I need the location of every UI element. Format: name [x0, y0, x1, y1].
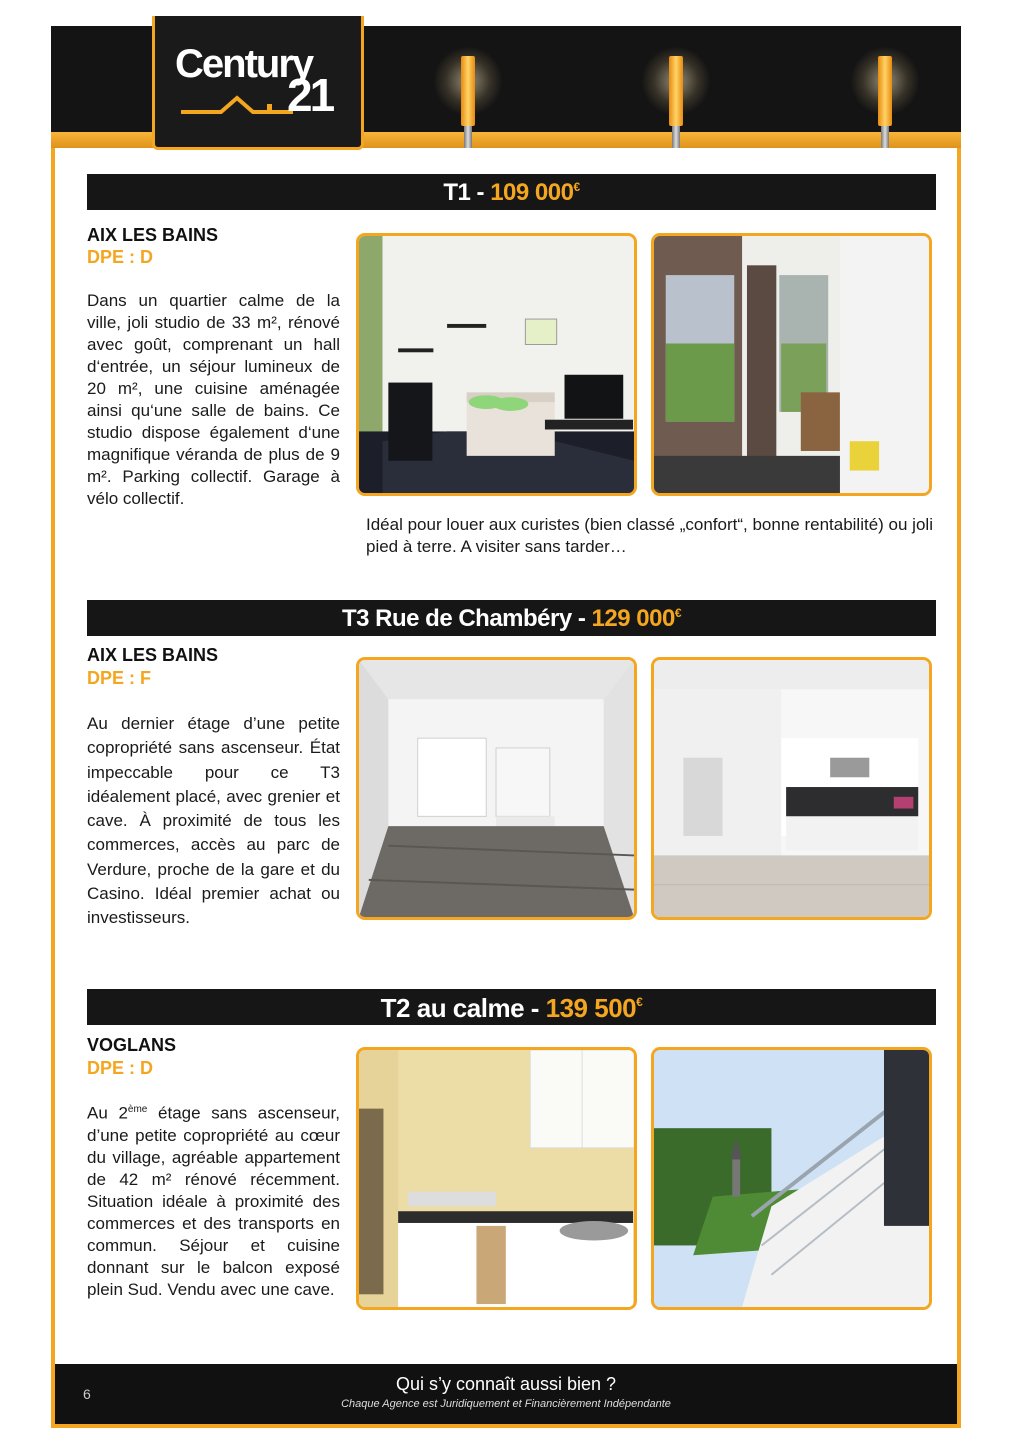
- listing-3-title-bar: T2 au calme - 139 500€: [87, 989, 936, 1025]
- footer-disclaimer: Chaque Agence est Juridiquement et Financièrement Indépendante: [341, 1398, 671, 1410]
- listing-3-dpe: DPE : D: [87, 1058, 154, 1078]
- listing-1-price: 109 000€: [490, 179, 580, 206]
- listing-1-city: AIX LES BAINS: [87, 225, 219, 245]
- listing-3-photo-kitchen: [356, 1047, 637, 1310]
- logo-number: 21: [287, 69, 333, 121]
- lamp-decoration: [461, 56, 475, 148]
- listing-2-price: 129 000€: [591, 605, 681, 632]
- listing-1-note: Idéal pour louer aux curistes (bien classé „confort“, bonne rentabilité) ou joli pied à terre. A visiter sans tarder…: [366, 515, 933, 556]
- listing-2-title-bar: T3 Rue de Chambéry - 129 000€: [87, 600, 936, 636]
- page-number: 6: [83, 1386, 91, 1402]
- listing-2-description: Au dernier étage d’une petite copropriété sans ascenseur. État impeccable pour ce T3 idéalement placé, avec grenier et cave. À proximité de tous les commerces, accès au parc de Verdure, proche de la gare et du Casino. Idéal premier achat ou investisseurs.: [87, 714, 340, 928]
- listing-1-type: T1: [443, 179, 471, 206]
- page-footer: [55, 1364, 957, 1424]
- lamp-decoration: [878, 56, 892, 148]
- listing-1-dpe: DPE : D: [87, 247, 154, 267]
- footer-tagline: Qui s’y connaît aussi bien ?: [395, 1374, 617, 1394]
- listing-1-title-bar: T1 - 109 000€: [87, 174, 936, 210]
- listing-2-photo-kitchen: [651, 657, 932, 920]
- lamp-decoration: [669, 56, 683, 148]
- listing-2-city: AIX LES BAINS: [87, 645, 219, 665]
- listing-3-photo-balcony: [651, 1047, 932, 1310]
- listing-1-description: Dans un quartier calme de la ville, joli studio de 33 m², rénové avec goût, comprenant un hall d‘entrée, un séjour lumineux de 20 m², une cuisine aménagée ainsi qu‘une salle de bains. Ce studio dispose également d‘une magnifique véranda de plus de 9 m². Parking collectif. Garage à vélo collectif.: [87, 291, 340, 508]
- listing-2-type: T3 Rue de Chambéry: [341, 605, 572, 632]
- listing-3-price: 139 500€: [545, 993, 643, 1023]
- listing-2-photo-living-room: [356, 657, 637, 920]
- house-roof-icon: [181, 94, 293, 114]
- century21-logo: [152, 16, 364, 150]
- listing-1-photo-veranda: [651, 233, 932, 496]
- listing-2-dpe: DPE : F: [87, 668, 152, 688]
- listing-3-description: Au 2ème étage sans ascenseur, d’une petite copropriété au cœur du village, agréable appartement de 42 m² rénové récemment. Situation idéale à proximité des commerces et des transports en commun. Séjour et cuisine donnant sur le balcon exposé plein Sud. Vendu avec une cave.: [87, 1103, 340, 1299]
- logo-wordmark: Century: [175, 42, 313, 86]
- listing-3-city: VOGLANS: [87, 1035, 177, 1055]
- listing-3-type: T2 au calme: [380, 993, 525, 1023]
- listing-1-photo-bedroom: [356, 233, 637, 496]
